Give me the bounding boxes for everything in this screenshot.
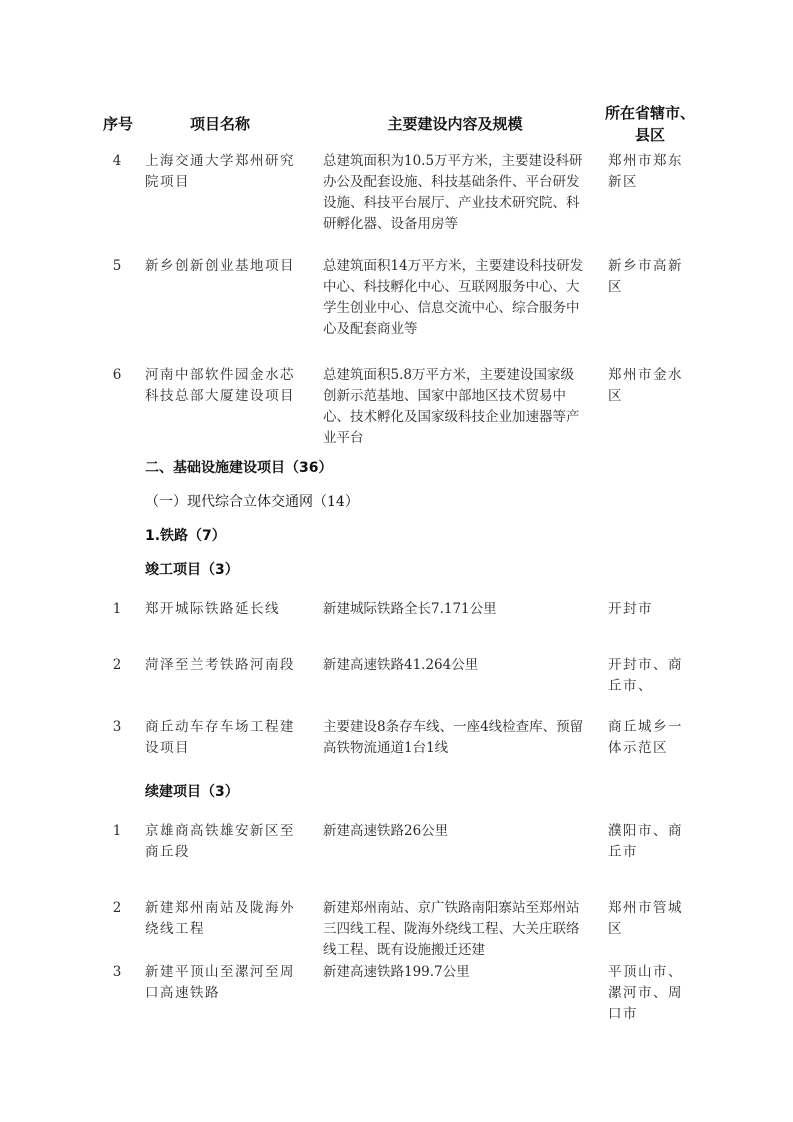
row-location: 郑州市郑东新区 bbox=[608, 153, 683, 190]
row-no: 6 bbox=[112, 367, 122, 383]
row-content: 新建高速铁路199.7公里 bbox=[323, 964, 470, 980]
row-name: 商丘动车存车场工程建设项目 bbox=[145, 719, 295, 756]
row-location: 开封市 bbox=[608, 601, 653, 617]
row-name: 河南中部软件园金水芯科技总部大厦建设项目 bbox=[145, 367, 295, 404]
row-content: 新建郑州南站、京广铁路南阳寨站至郑州站三四线工程、陇海外绕线工程、大关庄联络线工程、既有设施搬迁还建 bbox=[323, 900, 580, 958]
row-location: 开封市、商丘市、 bbox=[608, 657, 683, 694]
row-location: 郑州市金水区 bbox=[608, 367, 683, 404]
header-name: 项目名称 bbox=[189, 115, 250, 133]
row-no: 3 bbox=[112, 964, 122, 980]
row-location: 新乡市高新区 bbox=[608, 258, 683, 295]
row-no: 1 bbox=[112, 823, 122, 839]
row-location: 商丘城乡一体示范区 bbox=[608, 719, 683, 756]
row-no: 1 bbox=[112, 601, 122, 617]
group-continued: 续建项目（3） bbox=[145, 784, 239, 800]
subsection-transport: （一）现代综合立体交通网（14） bbox=[145, 494, 359, 510]
row-name: 菏泽至兰考铁路河南段 bbox=[145, 657, 295, 673]
row-name: 新建平顶山至漯河至周口高速铁路 bbox=[145, 964, 295, 1001]
row-name: 新建郑州南站及陇海外绕线工程 bbox=[145, 900, 295, 937]
row-content: 总建筑面积5.8万平方米，主要建设国家级创新示范基地、国家中部地区技术贸易中心、技术孵化及国家级科技企业加速器等产业平台 bbox=[323, 367, 580, 446]
row-content: 新建城际铁路全长7.171公里 bbox=[323, 601, 497, 617]
section-infrastructure: 二、基础设施建设项目（36） bbox=[145, 460, 333, 476]
row-name: 上海交通大学郑州研究院项目 bbox=[145, 153, 295, 190]
row-no: 3 bbox=[112, 719, 122, 735]
row-content: 新建高速铁路41.264公里 bbox=[323, 657, 479, 673]
row-location: 濮阳市、商丘市 bbox=[608, 823, 683, 860]
header-location: 所在省辖市、县区 bbox=[604, 104, 695, 144]
row-no: 2 bbox=[112, 657, 122, 673]
row-name: 京雄商高铁雄安新区至商丘段 bbox=[145, 823, 295, 860]
group-completed: 竣工项目（3） bbox=[145, 562, 239, 578]
row-no: 5 bbox=[112, 258, 122, 274]
row-no: 2 bbox=[112, 900, 122, 916]
row-name: 新乡创新创业基地项目 bbox=[145, 258, 295, 274]
row-name: 郑开城际铁路延长线 bbox=[145, 601, 280, 617]
header-no: 序号 bbox=[102, 115, 133, 133]
row-content: 总建筑面积14万平方米，主要建设科技研发中心、科技孵化中心、互联网服务中心、大学生创业中心、信息交流中心、综合服务中心及配套商业等 bbox=[323, 258, 584, 337]
row-no: 4 bbox=[112, 153, 122, 169]
row-location: 平顶山市、漯河市、周口市 bbox=[608, 964, 683, 1022]
header-content: 主要建设内容及规模 bbox=[387, 115, 523, 133]
subsection-railway: 1.铁路（7） bbox=[145, 528, 226, 544]
row-content: 总建筑面积为10.5万平方米，主要建设科研办公及配套设施、科技基础条件、平台研发设施、科技平台展厅、产业技术研究院、科研孵化器、设备用房等 bbox=[323, 153, 583, 232]
row-location: 郑州市管城区 bbox=[608, 900, 683, 937]
row-content: 主要建设8条存车线、一座4线检查库、预留高铁物流通道1台1线 bbox=[323, 719, 584, 756]
row-content: 新建高速铁路26公里 bbox=[323, 823, 449, 839]
